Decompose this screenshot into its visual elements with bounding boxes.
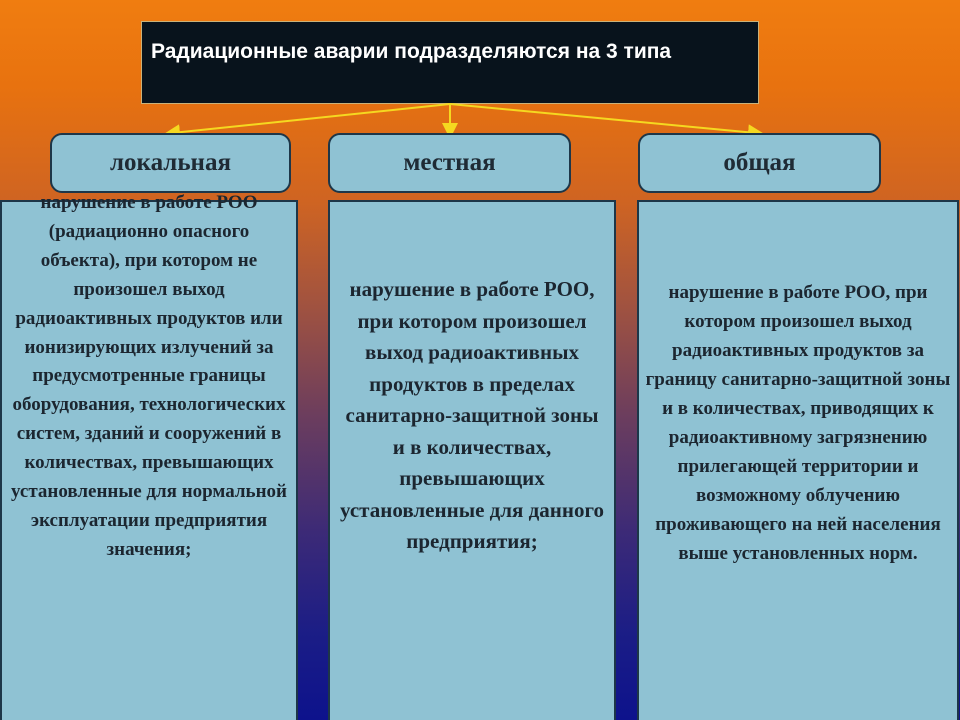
category-local-label: локальная	[110, 149, 231, 176]
category-general	[638, 133, 881, 193]
category-local	[50, 133, 291, 193]
category-mest	[328, 133, 571, 193]
description-mest-text: нарушение в работе РОО, при котором произошел выход радиоактивных продуктов в пределах санитарно-защитной зоны и в количествах, превышающих установленные для данного предприятия;	[340, 277, 605, 553]
description-mest	[328, 200, 616, 720]
description-general	[637, 200, 959, 720]
description-local	[0, 192, 298, 720]
description-local-text: нарушение в работе РОО (радиационно опасного объекта), при котором не произошел выход радиоактивных продуктов или ионизирующих излучений за предусмотренные границы оборудования, технологических систем, зданий и сооружений в количествах, превышающих установленные для нормальной эксплуатации предприятия значения;	[10, 192, 287, 560]
category-general-label: общая	[723, 149, 796, 176]
description-general-text: нарушение в работе РОО, при котором произошел выход радиоактивных продуктов за границу санитарно-защитной зоны и в количествах, приводящих к радиоактивному загрязнению прилегающей территории и возможному облучению проживающего на ней населения выше установленных норм.	[645, 282, 951, 564]
category-mest-label: местная	[403, 149, 496, 176]
arrow-to-general	[450, 104, 756, 133]
arrow-to-local	[172, 104, 450, 133]
diagram-title: Радиационные аварии подразделяются на 3 типа	[141, 21, 759, 104]
